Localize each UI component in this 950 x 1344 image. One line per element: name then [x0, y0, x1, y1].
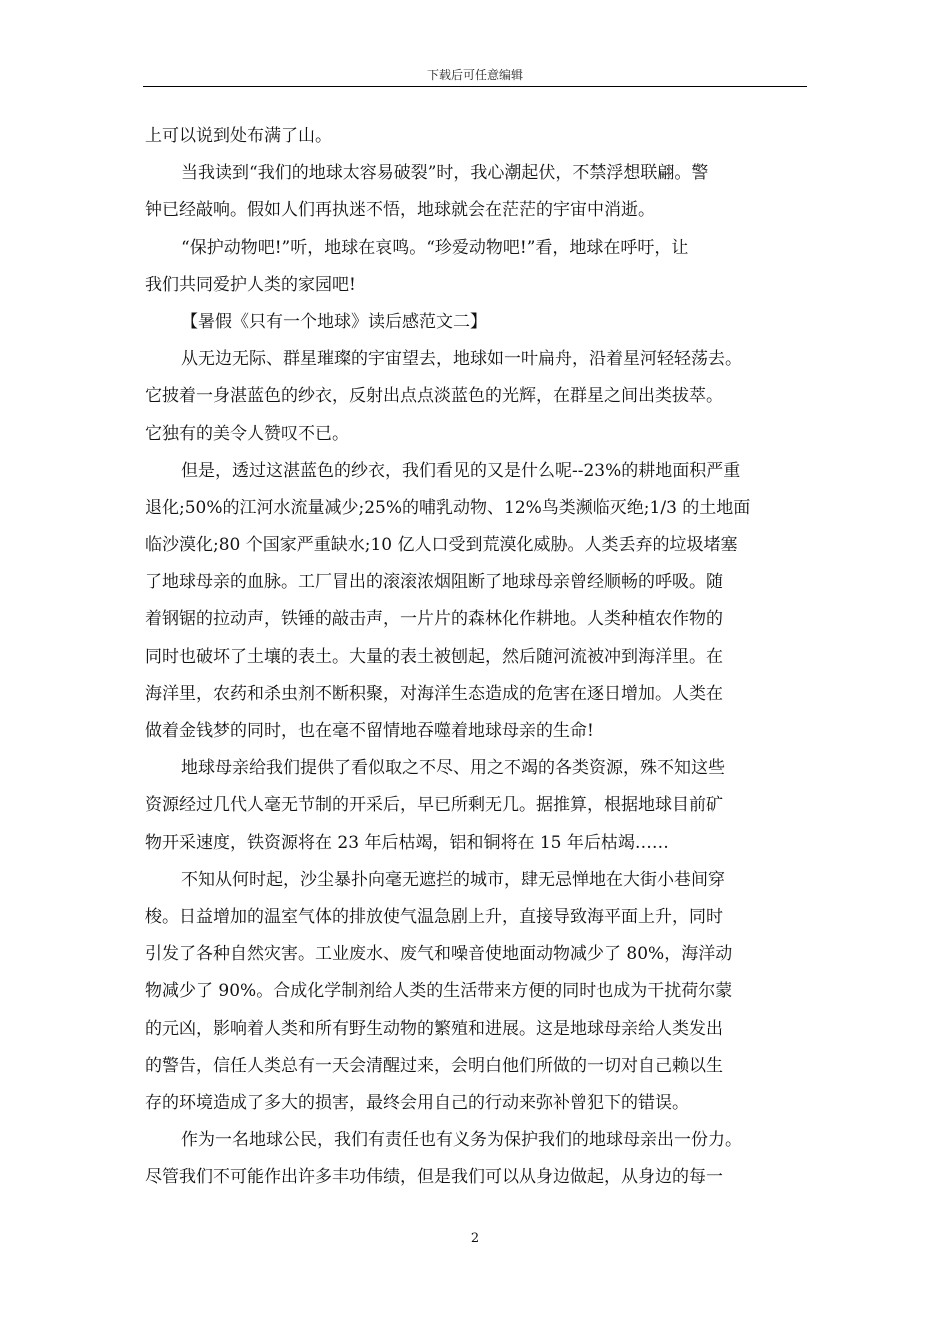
header-divider	[143, 86, 807, 87]
text-line: 上可以说到处布满了山。	[145, 126, 332, 146]
text-line: 退化;50%的江河水流量减少;25%的哺乳动物、12%鸟类濒临灭绝;1/3 的土地面	[145, 497, 751, 518]
page-number: 2	[470, 1231, 480, 1246]
text-line: 临沙漠化;80 个国家严重缺水;10 亿人口受到荒漠化威胁。人类丢弃的垃圾堵塞	[145, 535, 738, 556]
text-line: 做着金钱梦的同时，也在毫不留情地吞噬着地球母亲的生命!	[145, 721, 594, 741]
text-line: 物开采速度，铁资源将在 23 年后枯竭，铝和铜将在 15 年后枯竭……	[145, 832, 669, 853]
text-line: 作为一名地球公民，我们有责任也有义务为保护我们的地球母亲出一份力。	[181, 1130, 742, 1151]
text-line: 从无边无际、群星璀璨的宇宙望去，地球如一叶扁舟，沿着星河轻轻荡去。	[181, 349, 742, 370]
text-line: 当我读到“我们的地球太容易破裂”时，我心潮起伏，不禁浮想联翩。警	[181, 163, 709, 184]
text-line: 海洋里，农药和杀虫剂不断积聚，对海洋生态造成的危害在逐日增加。人类在	[145, 683, 723, 704]
text-line: 尽管我们不可能作出许多丰功伟绩，但是我们可以从身边做起，从身边的每一	[145, 1167, 723, 1188]
text-line: 它独有的美令人赞叹不已。	[145, 423, 349, 444]
text-line: 不知从何时起，沙尘暴扑向毫无遮拦的城市，肆无忌惮地在大街小巷间穿	[181, 869, 725, 890]
text-line: 了地球母亲的血脉。工厂冒出的滚滚浓烟阻断了地球母亲曾经顺畅的呼吸。随	[145, 572, 723, 593]
text-line: 它披着一身湛蓝色的纱衣，反射出点点淡蓝色的光辉，在群星之间出类拔萃。	[145, 386, 723, 407]
document-body	[145, 118, 825, 1196]
text-line: 梭。日益增加的温室气体的排放使气温急剧上升，直接导致海平面上升，同时	[145, 906, 723, 927]
text-line: 引发了各种自然灾害。工业废水、废气和噪音使地面动物减少了 80%，海洋动	[145, 944, 733, 965]
section-heading: 【暑假《只有一个地球》读后感范文二】	[181, 311, 487, 332]
text-line: 物减少了 90%。合成化学制剂给人类的生活带来方便的同时也成为干扰荷尔蒙	[145, 981, 733, 1002]
text-line: 同时也破坏了土壤的表土。大量的表土被刨起，然后随河流被冲到海洋里。在	[145, 646, 723, 667]
text-line: 但是，透过这湛蓝色的纱衣，我们看见的又是什么呢--23%的耕地面积严重	[181, 460, 741, 481]
text-line: 的警告，信任人类总有一天会清醒过来，会明白他们所做的一切对自己赖以生	[145, 1055, 723, 1076]
text-line: 着钢锯的拉动声，铁锤的敲击声，一片片的森林化作耕地。人类种植农作物的	[145, 609, 723, 630]
text-line: 的元凶，影响着人类和所有野生动物的繁殖和进展。这是地球母亲给人类发出	[145, 1018, 723, 1039]
text-line: 钟已经敲响。假如人们再执迷不悟，地球就会在茫茫的宇宙中消逝。	[145, 200, 655, 221]
text-line: 我们共同爱护人类的家园吧!	[145, 274, 356, 295]
page-header: 下载后可任意编辑	[426, 68, 523, 82]
text-line: 存的环境造成了多大的损害，最终会用自己的行动来弥补曾犯下的错误。	[145, 1092, 689, 1113]
text-line: 资源经过几代人毫无节制的开采后，早已所剩无几。据推算，根据地球目前矿	[145, 795, 723, 816]
text-line: 地球母亲给我们提供了看似取之不尽、用之不竭的各类资源，殊不知这些	[181, 758, 725, 779]
text-line: “保护动物吧!”听，地球在哀鸣。“珍爱动物吧!”看，地球在呼吁，让	[181, 237, 689, 258]
